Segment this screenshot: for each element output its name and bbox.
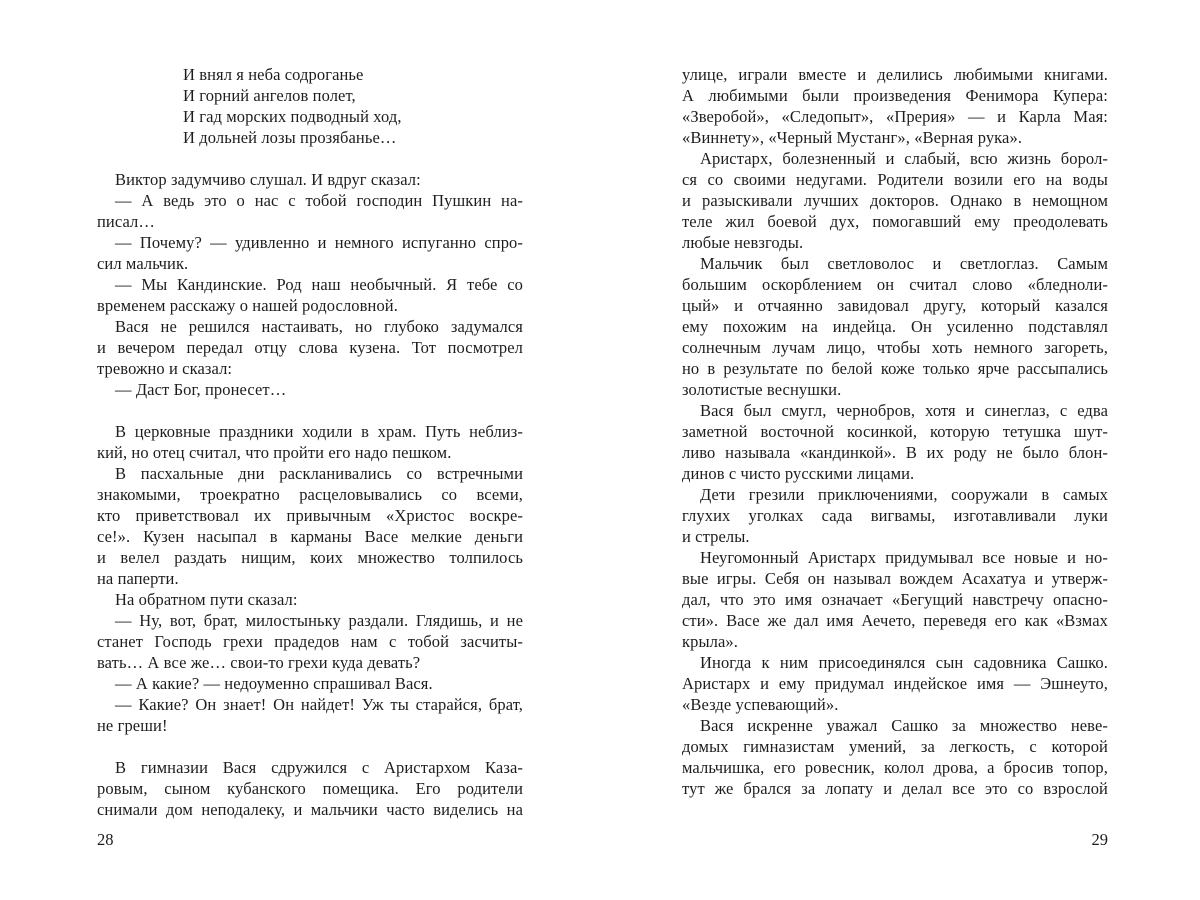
text-line: но в результате по белой коже только ярче рассыпались	[682, 359, 1108, 378]
text-line: домых гимназистам умений, за легкость, с которой	[682, 737, 1108, 756]
text-line: Вася искренне уважал Сашко за множество неве-	[700, 716, 1108, 735]
text-line: тревожно и сказал:	[97, 359, 233, 378]
paragraph	[682, 400, 1108, 484]
text-line: крыла».	[682, 632, 738, 651]
text-line: и велел раздать нищим, коих множество толпилось	[97, 548, 523, 567]
text-line: тут же брался за лопату и делал все это со взрослой	[682, 779, 1108, 798]
text-line: Вася не решился настаивать, но глубоко задумался	[115, 317, 523, 336]
paragraph	[97, 316, 523, 379]
text-line: ему похожим на индейца. Он усиленно подставлял	[682, 317, 1108, 336]
text-line: Мальчик был светловолос и светлоглаз. Самым	[700, 254, 1108, 273]
text-line: и вечером передал отцу слова кузена. Тот посмотрел	[97, 338, 523, 357]
text-line: мальчишка, его ровесник, колол дрова, а бросив топор,	[682, 758, 1108, 777]
text-line: вать… А все же… свои-то грехи куда девать?	[97, 653, 421, 672]
paragraph	[682, 547, 1108, 652]
poem-line: И внял я неба содроганье	[183, 65, 364, 84]
text-line: вые игры. Себя он называл вождем Асахатуа и утверж-	[682, 569, 1108, 588]
section-gap	[97, 736, 523, 757]
page-right	[682, 64, 1108, 799]
text-line: се!». Кузен насыпал в карманы Васе мелкие деньги	[97, 527, 523, 546]
text-line: кто приветствовал их привычным «Христос воскре-	[97, 506, 523, 525]
text-line: снимали дом неподалеку, и мальчики часто виделись на	[97, 800, 523, 819]
text-line: На обратном пути сказал:	[115, 590, 298, 609]
poem-line: И дольней лозы прозябанье…	[183, 128, 397, 147]
text-line: А любимыми были произведения Фенимора Купера:	[682, 86, 1108, 105]
paragraph	[97, 673, 523, 694]
paragraph	[97, 589, 523, 610]
paragraph	[682, 715, 1108, 799]
text-line: — А какие? — недоуменно спрашивал Вася.	[115, 674, 433, 693]
paragraph	[682, 652, 1108, 715]
text-line: — Даст Бог, пронесет…	[115, 380, 287, 399]
page-number-left: 28	[97, 830, 114, 849]
text-line: Аристарх и ему придумал индейское имя — Эшнеуто,	[682, 674, 1108, 693]
text-line: сил мальчик.	[97, 254, 189, 273]
page-number-right: 29	[1091, 830, 1108, 849]
text-line: дал, что это имя означает «Бегущий навстречу опасно-	[682, 590, 1108, 609]
poem-line: И гад морских подводный ход,	[183, 107, 402, 126]
text-line: Дети грезили приключениями, сооружали в самых	[700, 485, 1108, 504]
section-gap	[97, 148, 523, 169]
text-line: солнечным лучам лицо, чтобы хоть немного загореть,	[682, 338, 1108, 357]
text-line: временем расскажу о нашей родословной.	[97, 296, 398, 315]
text-line: любые невзгоды.	[682, 233, 804, 252]
paragraph	[682, 148, 1108, 253]
text-line: ливо называла «кандинкой». В их роду не было блон-	[682, 443, 1108, 462]
paragraph	[97, 190, 523, 232]
text-line: ся со своими недугами. Родители возили его на воды	[682, 170, 1108, 189]
text-line: цый» и отчаянно завидовал другу, который казался	[682, 296, 1108, 315]
text-line: «Виннету», «Черный Мустанг», «Верная рука».	[682, 128, 1023, 147]
text-line: «Зверобой», «Следопыт», «Прерия» — и Карла Мая:	[682, 107, 1108, 126]
text-line: Неугомонный Аристарх придумывал все новые и но-	[700, 548, 1108, 567]
text-line: Виктор задумчиво слушал. И вдруг сказал:	[115, 170, 421, 189]
text-line: заметной восточной косинкой, которую тетушка шут-	[682, 422, 1108, 441]
text-line: В церковные праздники ходили в храм. Путь неблиз-	[115, 422, 523, 441]
paragraph	[97, 610, 523, 673]
text-line: — Почему? — удивленно и немного испуганно спро-	[115, 233, 523, 252]
text-line: динов с чисто русскими лицами.	[682, 464, 915, 483]
paragraph	[97, 169, 523, 190]
paragraph	[682, 253, 1108, 400]
poem-line: И горний ангелов полет,	[183, 86, 356, 105]
text-line: — А ведь это о нас с тобой господин Пушкин на-	[115, 191, 523, 210]
text-line: — Какие? Он знает! Он найдет! Уж ты старайся, брат,	[115, 695, 523, 714]
paragraph	[97, 421, 523, 463]
text-line: сти». Васе же дал имя Аечето, переведя его как «Взмах	[682, 611, 1108, 630]
text-line: В гимназии Вася сдружился с Аристархом Каза-	[115, 758, 523, 777]
text-line: писал…	[97, 212, 155, 231]
page-left	[97, 64, 523, 820]
text-line: Иногда к ним присоединялся сын садовника Сашко.	[700, 653, 1108, 672]
text-line: В пасхальные дни раскланивались со встречными	[115, 464, 523, 483]
text-line: улице, играли вместе и делились любимыми книгами.	[682, 65, 1108, 84]
text-line: «Везде успевающий».	[682, 695, 839, 714]
paragraph	[97, 694, 523, 736]
text-line: кий, но отец считал, что пройти его надо пешком.	[97, 443, 452, 462]
paragraph	[97, 463, 523, 589]
text-line: глухих уголках сада вигвамы, изготавливали луки	[682, 506, 1108, 525]
text-line: и разыскивали лучших докторов. Однако в немощном	[682, 191, 1108, 210]
paragraph	[97, 274, 523, 316]
text-line: ровым, сыном кубанского помещика. Его родители	[97, 779, 523, 798]
paragraph	[97, 757, 523, 820]
paragraph	[97, 232, 523, 274]
text-line: не греши!	[97, 716, 168, 735]
text-line: и стрелы.	[682, 527, 750, 546]
text-line: — Мы Кандинские. Род наш необычный. Я тебе со	[115, 275, 523, 294]
text-line: золотистые веснушки.	[682, 380, 842, 399]
text-line: знакомыми, троекратно расцеловывались со всеми,	[97, 485, 523, 504]
text-line: Аристарх, болезненный и слабый, всю жизнь борол-	[700, 149, 1108, 168]
text-line: — Ну, вот, брат, милостыньку раздали. Глядишь, и не	[115, 611, 523, 630]
paragraph	[97, 379, 523, 400]
paragraph	[682, 484, 1108, 547]
text-line: на паперти.	[97, 569, 179, 588]
text-line: станет Господь грехи прадедов нам с тобой засчиты-	[97, 632, 523, 651]
text-line: теле жил боевой дух, помогавший ему преодолевать	[682, 212, 1108, 231]
section-gap	[97, 400, 523, 421]
poem-block	[97, 64, 523, 148]
text-line: большим оскорблением он считал слово «бледноли-	[682, 275, 1108, 294]
paragraph	[682, 64, 1108, 148]
text-line: Вася был смугл, чернобров, хотя и синеглаз, с едва	[700, 401, 1108, 420]
